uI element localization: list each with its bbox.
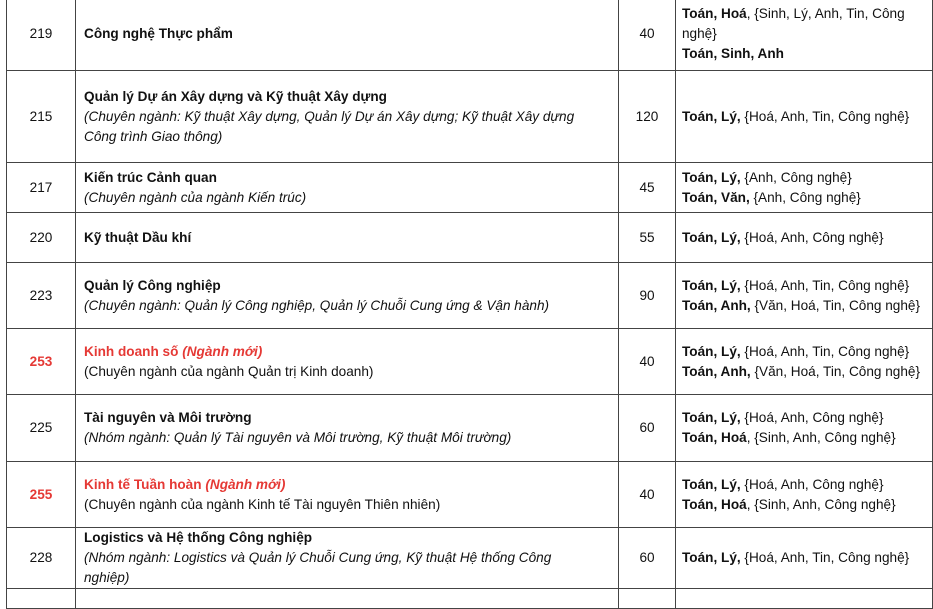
program-cell xyxy=(76,329,619,395)
table-row xyxy=(7,71,933,163)
program-quota: 40 xyxy=(619,329,676,395)
program-subtitle: (Chuyên ngành của ngành Kinh tế Tài nguyên Thiên nhiên) xyxy=(84,496,441,512)
combo-rest: {Anh, Công nghệ} xyxy=(740,169,852,185)
program-code: 219 xyxy=(7,0,76,71)
program-code: 253 xyxy=(7,329,76,395)
combo-main: Toán, Hoá xyxy=(682,6,747,21)
program-cell xyxy=(76,163,619,213)
program-code: 223 xyxy=(7,263,76,329)
combo-main: Toán, Lý, xyxy=(682,277,741,293)
combo-rest: {Hoá, Anh, Tin, Công nghệ} xyxy=(740,277,910,293)
program-cell xyxy=(76,528,619,589)
program-code: 217 xyxy=(7,163,76,213)
program-subtitle: (Chuyên ngành: Quản lý Công nghiệp, Quản lý Chuỗi Cung ứng & Vận hành) xyxy=(84,297,550,313)
combo-main: Toán, Lý, xyxy=(682,169,741,185)
combo-rest: {Hoá, Anh, Tin, Công nghệ} xyxy=(740,108,910,124)
combo-main: Toán, Anh, xyxy=(682,297,751,313)
program-cell xyxy=(76,462,619,528)
program-subtitle: (Chuyên ngành: Kỹ thuật Xây dựng, Quản lý Dự án Xây dựng; Kỹ thuật Xây dựng Công trình Giao thông) xyxy=(84,108,575,144)
program-name: Kiến trúc Cảnh quan xyxy=(84,169,217,185)
table-row xyxy=(7,528,933,589)
subject-combinations xyxy=(676,213,933,263)
combo-rest: {Văn, Hoá, Tin, Công nghệ} xyxy=(750,297,921,313)
subject-combinations xyxy=(676,263,933,329)
combo-main: Toán, Lý, xyxy=(682,229,741,245)
program-name: Công nghệ Thực phẩm xyxy=(84,26,233,41)
combo-main: Toán, Lý, xyxy=(682,550,741,565)
table-row xyxy=(7,263,933,329)
program-cell xyxy=(76,395,619,462)
combo-main: Toán, Lý, xyxy=(682,343,741,359)
program-name: Logistics và Hệ thống Công nghiệp xyxy=(84,530,313,545)
combo-rest: , {Sinh, Anh, Công nghệ} xyxy=(746,496,896,512)
subject-combinations xyxy=(676,163,933,213)
program-quota: 60 xyxy=(619,395,676,462)
program-name: Kinh tế Tuần hoàn xyxy=(84,476,202,492)
table-row xyxy=(7,163,933,213)
subject-combinations xyxy=(676,0,933,71)
program-cell xyxy=(76,0,619,71)
program-code: 215 xyxy=(7,71,76,163)
program-name: Tài nguyên và Môi trường xyxy=(84,410,252,425)
table-row xyxy=(7,395,933,462)
program-quota: 60 xyxy=(619,528,676,589)
program-name: Quản lý Dự án Xây dựng và Kỹ thuật Xây dựng xyxy=(84,88,387,104)
program-code: 220 xyxy=(7,213,76,263)
combo-rest: , {Sinh, Lý, Anh, Tin, Công nghệ} xyxy=(682,6,905,41)
program-cell xyxy=(76,71,619,163)
subject-combinations xyxy=(676,329,933,395)
program-name: Kỹ thuật Dầu khí xyxy=(84,229,192,245)
combo-rest: {Hoá, Anh, Tin, Công nghệ} xyxy=(740,343,910,359)
combo-main: Toán, Anh, xyxy=(682,363,751,379)
program-quota: 90 xyxy=(619,263,676,329)
program-cell xyxy=(76,263,619,329)
admission-table xyxy=(6,0,933,609)
program-code: 228 xyxy=(7,528,76,589)
program-quota: 55 xyxy=(619,213,676,263)
combo-main: Toán, Lý, xyxy=(682,410,741,425)
subject-combinations xyxy=(676,395,933,462)
program-cell xyxy=(76,213,619,263)
new-program-tag: (Ngành mới) xyxy=(182,343,263,359)
table-row xyxy=(7,213,933,263)
combo-main: Toán, Hoá xyxy=(682,430,747,445)
combo-rest: {Hoá, Anh, Công nghệ} xyxy=(740,410,884,425)
program-name: Kinh doanh số xyxy=(84,343,179,359)
program-subtitle: (Chuyên ngành của ngành Kiến trúc) xyxy=(84,189,307,205)
combo-rest: {Hoá, Anh, Công nghệ} xyxy=(740,476,884,492)
combo-rest: {Hoá, Anh, Tin, Công nghệ} xyxy=(740,550,910,565)
combo-rest: {Hoá, Anh, Công nghệ} xyxy=(740,229,884,245)
program-subtitle: (Chuyên ngành của ngành Quản trị Kinh doanh) xyxy=(84,363,374,379)
combo-main: Toán, Văn, xyxy=(682,189,750,205)
combo-rest: , {Sinh, Anh, Công nghệ} xyxy=(746,430,896,445)
program-quota: 40 xyxy=(619,462,676,528)
program-quota: 45 xyxy=(619,163,676,213)
program-quota: 120 xyxy=(619,71,676,163)
program-subtitle: (Nhóm ngành: Quản lý Tài nguyên và Môi trường, Kỹ thuật Môi trường) xyxy=(84,430,512,445)
table-row xyxy=(7,0,933,71)
subject-combinations xyxy=(676,528,933,589)
combo-main: Toán, Sinh, Anh xyxy=(682,46,784,61)
subject-combinations xyxy=(676,462,933,528)
table-row xyxy=(7,589,933,609)
combo-rest: {Anh, Công nghệ} xyxy=(749,189,861,205)
program-code: 255 xyxy=(7,462,76,528)
program-code: 225 xyxy=(7,395,76,462)
program-subtitle: (Nhóm ngành: Logistics và Quản lý Chuỗi Cung ứng, Kỹ thuật Hệ thống Công nghiệp) xyxy=(84,550,552,585)
combo-main: Toán, Lý, xyxy=(682,476,741,492)
table-row xyxy=(7,329,933,395)
combo-main: Toán, Lý, xyxy=(682,108,741,124)
new-program-tag: (Ngành mới) xyxy=(205,476,286,492)
program-name: Quản lý Công nghiệp xyxy=(84,277,221,293)
table-row xyxy=(7,462,933,528)
program-quota: 40 xyxy=(619,0,676,71)
combo-rest: {Văn, Hoá, Tin, Công nghệ} xyxy=(750,363,921,379)
subject-combinations xyxy=(676,71,933,163)
combo-main: Toán, Hoá xyxy=(682,496,747,512)
